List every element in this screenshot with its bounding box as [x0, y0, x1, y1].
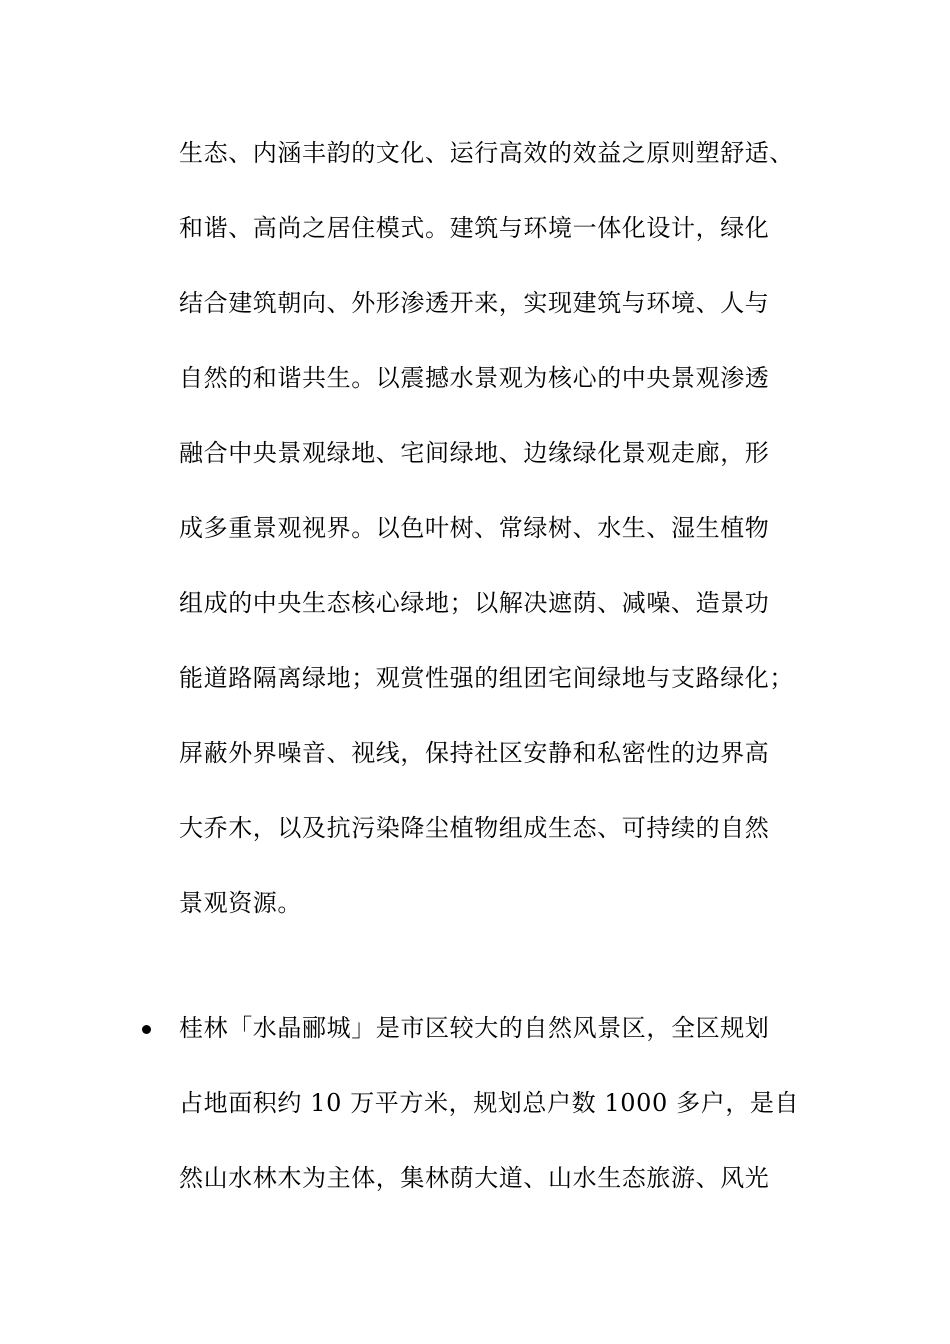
- paragraph-line: 景观资源。: [179, 889, 302, 917]
- paragraph-line: 生态、内涵丰韵的文化、运行高效的效益之原则塑舒适、: [179, 139, 794, 167]
- paragraph-line: 占地面积约 10 万平方米，规划总户数 1000 多户，是自: [179, 1089, 800, 1117]
- paragraph-line: 和谐、高尚之居住模式。建筑与环境一体化设计，绿化: [179, 214, 770, 242]
- bullet-dot-icon: [142, 1025, 151, 1034]
- paragraph-line: 桂林「水晶郦城」是市区较大的自然风景区，全区规划: [179, 1014, 770, 1042]
- paragraph-line: 融合中央景观绿地、宅间绿地、边缘绿化景观走廊，形: [179, 439, 770, 467]
- paragraph-line: 成多重景观视界。以色叶树、常绿树、水生、湿生植物: [179, 514, 770, 542]
- paragraph-line: 大乔木，以及抗污染降尘植物组成生态、可持续的自然: [179, 814, 770, 842]
- paragraph-line: 然山水林木为主体，集林荫大道、山水生态旅游、风光: [179, 1164, 770, 1192]
- bullet-icon: [142, 1022, 156, 1036]
- paragraph-line: 能道路隔离绿地；观赏性强的组团宅间绿地与支路绿化；: [179, 664, 794, 692]
- paragraph-line: 屏蔽外界噪音、视线，保持社区安静和私密性的边界高: [179, 739, 770, 767]
- paragraph-line: 组成的中央生态核心绿地；以解决遮荫、减噪、造景功: [179, 589, 770, 617]
- paragraph-line: 结合建筑朝向、外形渗透开来，实现建筑与环境、人与: [179, 289, 770, 317]
- paragraph-line: 自然的和谐共生。以震撼水景观为核心的中央景观渗透: [179, 364, 770, 392]
